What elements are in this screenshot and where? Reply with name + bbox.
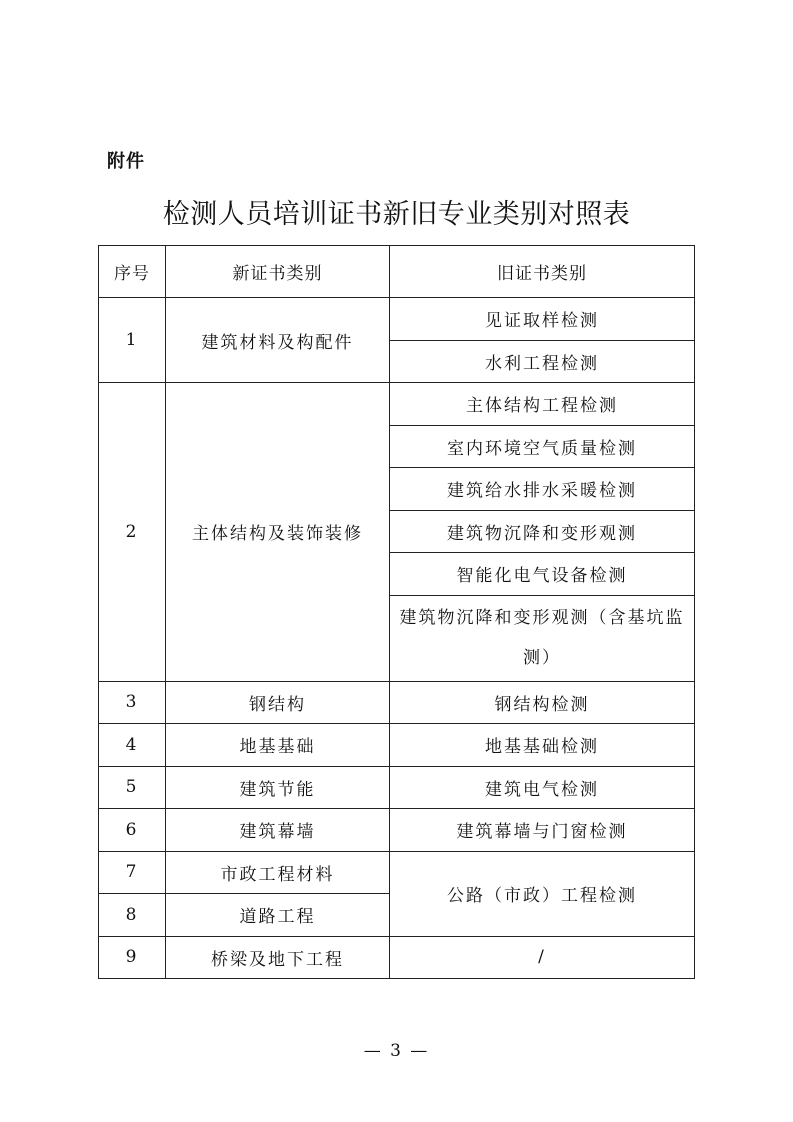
table-row — [99, 936, 695, 979]
row-number: 2 — [99, 383, 166, 682]
old-category-cell: 建筑物沉降和变形观测（含基坑监测） — [390, 595, 695, 681]
table-row — [99, 809, 695, 852]
old-category-cell: 地基基础检测 — [390, 724, 695, 767]
old-category-cell: 水利工程检测 — [390, 340, 695, 383]
old-category-cell: 室内环境空气质量检测 — [390, 425, 695, 468]
new-category-cell: 地基基础 — [166, 724, 390, 767]
page-number: — 3 — — [363, 1041, 430, 1061]
old-category-cell: 公路（市政）工程检测 — [390, 851, 695, 936]
page-title: 检测人员培训证书新旧专业类别对照表 — [162, 199, 631, 230]
new-category-cell: 主体结构及装饰装修 — [166, 383, 390, 682]
old-category-cell: 建筑给水排水采暖检测 — [390, 468, 695, 511]
new-category-cell: 钢结构 — [166, 681, 390, 724]
old-category-cell: 建筑电气检测 — [390, 766, 695, 809]
old-category-cell: 主体结构工程检测 — [390, 383, 695, 426]
table-row — [99, 851, 695, 894]
table-header-row — [99, 246, 695, 298]
table-row — [99, 724, 695, 767]
table-row — [99, 681, 695, 724]
row-number: 8 — [99, 894, 166, 937]
old-category-cell: 建筑物沉降和变形观测 — [390, 510, 695, 553]
old-category-cell: 钢结构检测 — [390, 681, 695, 724]
old-category-cell: 建筑幕墙与门窗检测 — [390, 809, 695, 852]
table-row — [99, 766, 695, 809]
header-old-category: 旧证书类别 — [390, 246, 695, 298]
row-number: 1 — [99, 298, 166, 383]
table-row — [99, 383, 695, 426]
new-category-cell: 市政工程材料 — [166, 851, 390, 894]
new-category-cell: 道路工程 — [166, 894, 390, 937]
header-serial-number: 序号 — [99, 246, 166, 298]
old-category-cell: 见证取样检测 — [390, 298, 695, 341]
row-number: 4 — [99, 724, 166, 767]
table-row — [99, 298, 695, 341]
old-category-cell: / — [390, 936, 695, 979]
header-new-category: 新证书类别 — [166, 246, 390, 298]
attachment-label: 附件 — [107, 151, 145, 172]
new-category-cell: 建筑材料及构配件 — [166, 298, 390, 383]
row-number: 9 — [99, 936, 166, 979]
row-number: 3 — [99, 681, 166, 724]
row-number: 5 — [99, 766, 166, 809]
row-number: 6 — [99, 809, 166, 852]
category-comparison-table — [98, 245, 695, 979]
new-category-cell: 建筑幕墙 — [166, 809, 390, 852]
new-category-cell: 建筑节能 — [166, 766, 390, 809]
old-category-cell: 智能化电气设备检测 — [390, 553, 695, 596]
new-category-cell: 桥梁及地下工程 — [166, 936, 390, 979]
row-number: 7 — [99, 851, 166, 894]
